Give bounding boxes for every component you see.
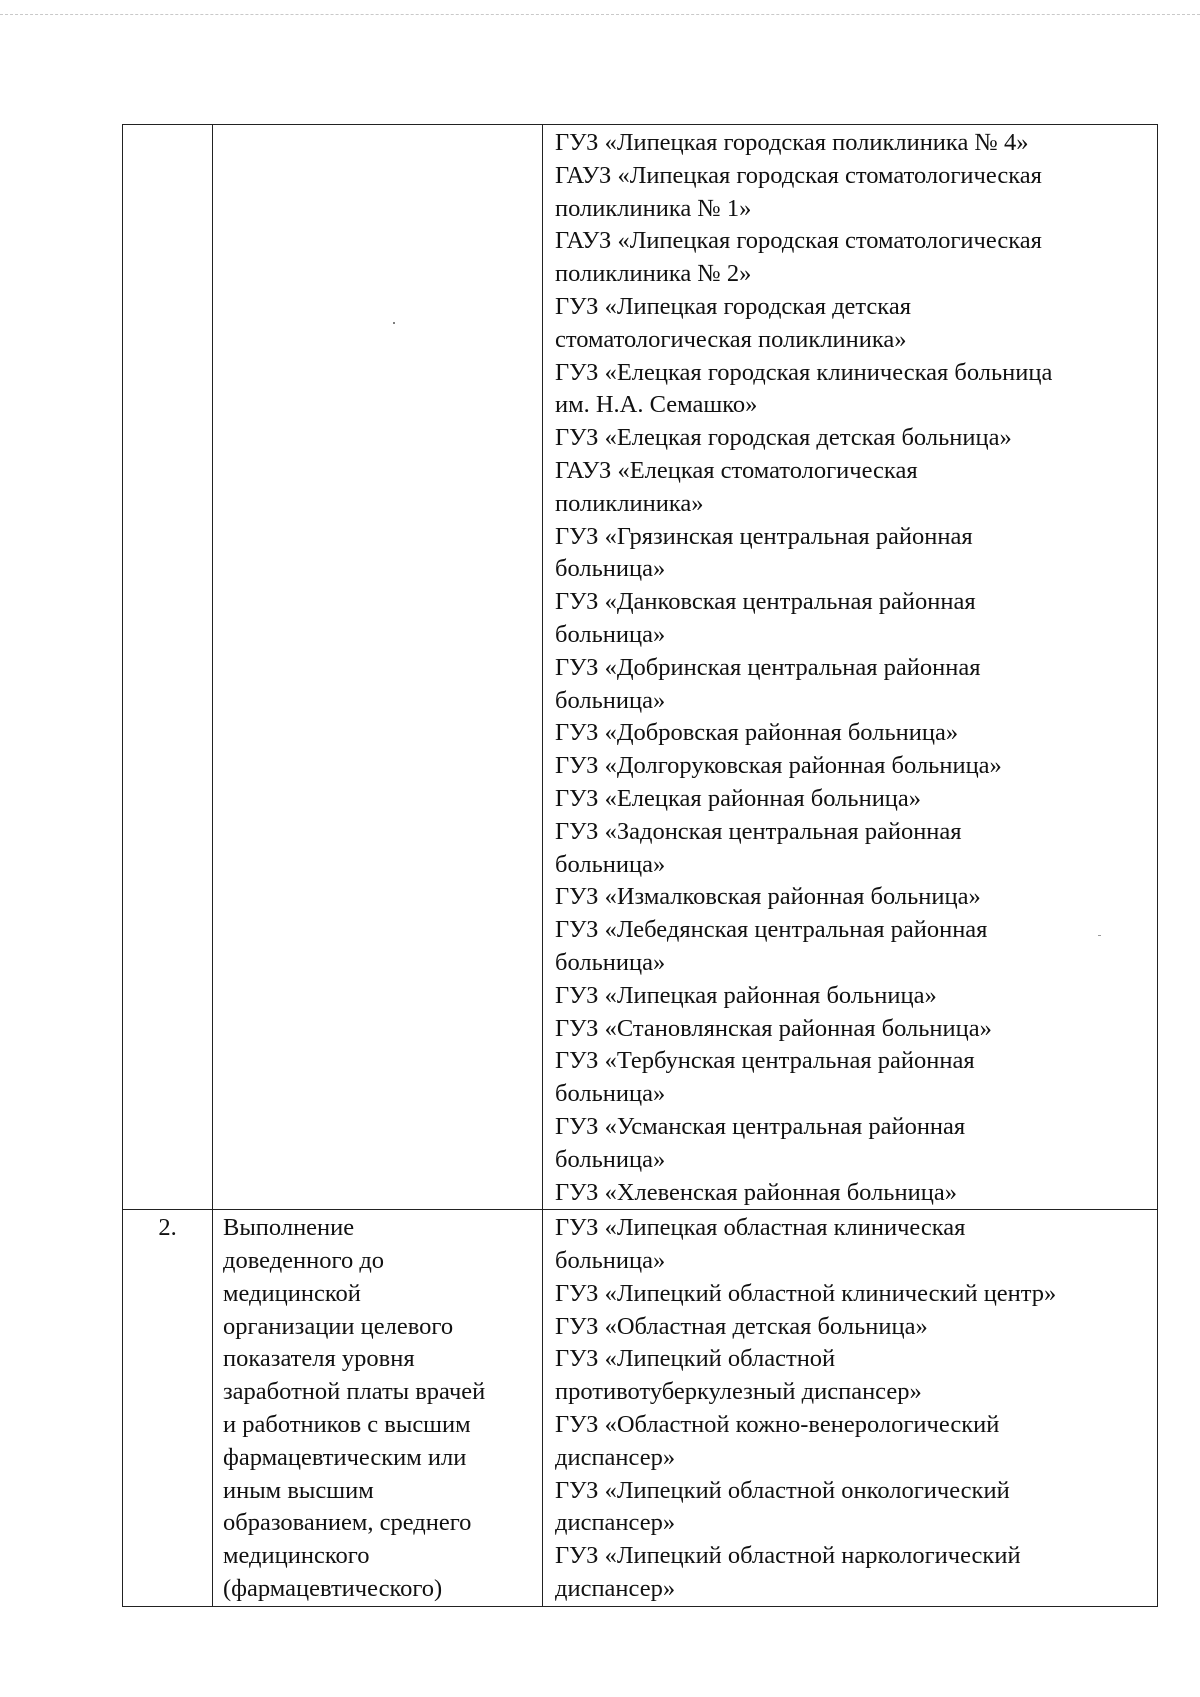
document-table bbox=[122, 124, 1158, 1607]
row-number-cell: 2. bbox=[123, 1210, 213, 1607]
description-line: медицинского bbox=[223, 1542, 370, 1570]
organization-line: ГУЗ «Липецкий областной bbox=[555, 1345, 836, 1373]
description-line: показателя уровня bbox=[223, 1345, 415, 1373]
organization-line: ГАУЗ «Липецкая городская стоматологическая bbox=[555, 227, 1042, 255]
organization-line: ГУЗ «Областная детская больница» bbox=[555, 1312, 928, 1340]
description-line: иным высшим bbox=[223, 1476, 374, 1504]
organization-line: поликлиника № 2» bbox=[555, 260, 752, 288]
organization-line: ГУЗ «Хлевенская районная больница» bbox=[555, 1178, 957, 1206]
organization-line: диспансер» bbox=[555, 1509, 676, 1537]
scan-edge bbox=[0, 14, 1200, 15]
organization-line: ГУЗ «Липецкая областная клиническая bbox=[555, 1214, 966, 1242]
organization-line: поликлиника № 1» bbox=[555, 194, 752, 222]
organization-line: ГУЗ «Липецкий областной онкологический bbox=[555, 1476, 1010, 1504]
organization-line: больница» bbox=[555, 948, 666, 976]
table-row bbox=[123, 1210, 1158, 1607]
organization-line: больница» bbox=[555, 1145, 666, 1173]
organization-line: ГУЗ «Измалковская районная больница» bbox=[555, 883, 981, 911]
organization-line: диспансер» bbox=[555, 1443, 676, 1471]
organization-line: диспансер» bbox=[555, 1575, 676, 1603]
organization-line: ГУЗ «Липецкая городская поликлиника № 4» bbox=[555, 129, 1029, 156]
organization-line: больница» bbox=[555, 620, 666, 648]
description-line: медицинской bbox=[223, 1279, 361, 1307]
table-row bbox=[123, 125, 1158, 1210]
organization-line: ГУЗ «Липецкая городская детская bbox=[555, 292, 911, 320]
description-line: и работников с высшим bbox=[223, 1411, 471, 1439]
row-organizations-cell bbox=[543, 125, 1158, 1210]
description-line: доведенного до bbox=[223, 1247, 385, 1275]
organization-line: ГУЗ «Задонская центральная районная bbox=[555, 817, 962, 845]
organization-line: ГАУЗ «Липецкая городская стоматологическая bbox=[555, 161, 1042, 189]
organization-line: ГУЗ «Елецкая городская клиническая больница bbox=[555, 358, 1053, 386]
organization-line: ГУЗ «Данковская центральная районная bbox=[555, 588, 976, 616]
organization-line: ГУЗ «Усманская центральная районная bbox=[555, 1112, 966, 1140]
organization-line: ГУЗ «Областной кожно-венерологический bbox=[555, 1411, 1000, 1439]
row-organizations-cell bbox=[543, 1210, 1158, 1607]
description-line: организации целевого bbox=[223, 1312, 454, 1340]
organization-line: им. Н.А. Семашко» bbox=[555, 391, 758, 419]
organization-line: ГУЗ «Липецкая районная больница» bbox=[555, 981, 937, 1009]
organization-line: ГУЗ «Елецкая городская детская больница» bbox=[555, 424, 1012, 452]
organization-line: ГУЗ «Добровская районная больница» bbox=[555, 719, 959, 747]
organization-line: ГУЗ «Липецкий областной клинический центр» bbox=[555, 1279, 1057, 1307]
organization-line: ГУЗ «Становлянская районная больница» bbox=[555, 1014, 992, 1042]
description-line: фармацевтическим или bbox=[223, 1443, 467, 1471]
row-description-cell bbox=[213, 1210, 543, 1607]
organization-line: ГУЗ «Тербунская центральная районная bbox=[555, 1047, 975, 1075]
row-description-cell bbox=[213, 125, 543, 1210]
description-line: заработной платы врачей bbox=[223, 1378, 486, 1406]
organization-line: больница» bbox=[555, 555, 666, 583]
organization-line: ГУЗ «Долгоруковская районная больница» bbox=[555, 752, 1002, 780]
organization-line: ГУЗ «Грязинская центральная районная bbox=[555, 522, 973, 550]
description-line: (фармацевтического) bbox=[223, 1575, 443, 1603]
organization-line: противотуберкулезный диспансер» bbox=[555, 1378, 922, 1406]
description-line: образованием, среднего bbox=[223, 1509, 472, 1537]
organization-line: ГУЗ «Добринская центральная районная bbox=[555, 653, 981, 681]
organization-line: ГУЗ «Липецкий областной наркологический bbox=[555, 1542, 1021, 1570]
organization-line: ГУЗ «Елецкая районная больница» bbox=[555, 784, 922, 812]
description-line: Выполнение bbox=[223, 1214, 355, 1242]
row-number-cell bbox=[123, 125, 213, 1210]
organization-line: ГУЗ «Лебедянская центральная районная bbox=[555, 916, 988, 944]
organization-line: больница» bbox=[555, 850, 666, 878]
organization-line: больница» bbox=[555, 686, 666, 714]
organization-line: больница» bbox=[555, 1080, 666, 1108]
organization-line: ГАУЗ «Елецкая стоматологическая bbox=[555, 456, 918, 484]
organization-line: поликлиника» bbox=[555, 489, 704, 517]
organization-line: стоматологическая поликлиника» bbox=[555, 325, 907, 353]
organization-line: больница» bbox=[555, 1247, 666, 1275]
